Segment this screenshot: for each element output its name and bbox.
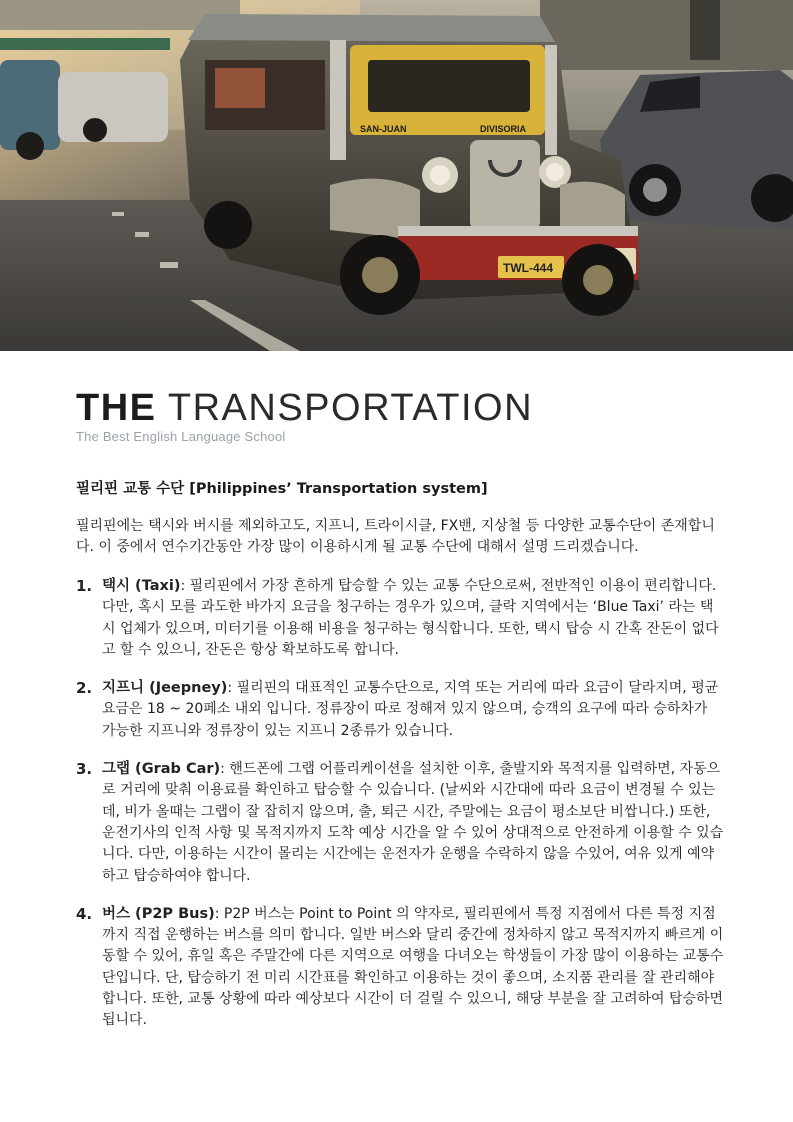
license-plate: TWL-444 (503, 261, 554, 275)
list-item-bus (76, 904, 724, 1032)
hero-photo (0, 0, 793, 351)
list-number: 3. (76, 760, 93, 779)
list-text: : 필리핀에서 가장 흔하게 탑승할 수 있는 교통 수단으로써, 전반적인 이용이 편리합니다. 다만, 혹시 모를 과도한 바가지 요금을 청구하는 경우가 있으며, 클락 지역에서는 ‘Blue Taxi’ 라는 택시 업체가 있으며, 미터기를 이용해 비용을 청구하는 형식합니다. 또한, 택시 탑승 시 간혹 잔돈이 없다고 할 수 있으니, 잔돈은 항상 확보하도록 합니다. (102, 578, 719, 658)
page-subtitle: The Best English Language School (76, 429, 286, 444)
page-title-light: TRANSPORTATION (167, 387, 534, 429)
main-content (76, 478, 724, 1049)
front-sign-right: DIVISORIA (480, 124, 527, 134)
page-title-bold: THE (76, 387, 157, 429)
transport-list (76, 576, 724, 1032)
page-title (76, 388, 533, 428)
list-number: 4. (76, 904, 93, 923)
list-term: 그랩 (Grab Car) (102, 761, 221, 778)
list-term: 지프니 (Jeepney) (102, 680, 228, 697)
list-number: 1. (76, 577, 93, 595)
list-text: : P2P 버스는 Point to Point 의 약자로, 필리핀에서 특정 지점에서 다른 특정 지점까지 직접 운행하는 버스를 의미 합니다. 일반 버스와 달리 중간에 정차하지 않고 목적지까지 빠르게 이동할 수 있어, 휴일 혹은 주말간에 다른 지역으로 여행을 다녀오는 학생들이 가장 많이 이용하는 교통수단입니다. 단, 탑승하기 전 미리 시간표를 확인하고 이용하는 것이 좋으며, 소지품 관리를 잘 관리해야 합니다. 또한, 교통 상황에 따라 예상보다 시간이 더 걸릴 수 있으니, 해당 부분을 잘 고려하여 탑승하면 됩니다. (102, 905, 724, 1029)
list-text: : 필리핀의 대표적인 교통수단으로, 지역 또는 거리에 따라 요금이 달라지며, 평균 요금은 18 ~ 20페소 내외 입니다. 정류장이 따로 정해져 있지 않으며, 승객의 요구에 따라 승하차가 가능한 지프니와 정류장이 있는 지프니 2종류가 있습니다. (102, 680, 719, 739)
list-item-jeepney (76, 678, 724, 742)
list-term: 버스 (P2P Bus) (102, 905, 215, 922)
front-sign-left: SAN-JUAN (360, 124, 407, 134)
intro-paragraph: 필리핀에는 택시와 버시를 제외하고도, 지프니, 트라이시클, FX밴, 지상철 등 다양한 교통수단이 존재합니다. 이 중에서 연수기간동안 가장 많이 이용하시게 될 교통 수단에 대해서 설명 드리겠습니다. (76, 518, 715, 555)
list-item-grab (76, 759, 724, 887)
title-block (76, 388, 533, 444)
list-item-taxi (76, 576, 724, 661)
jeepney-photo (0, 0, 793, 351)
section-heading: 필리핀 교통 수단 [Philippines’ Transportation system] (76, 481, 488, 497)
list-number: 2. (76, 679, 93, 698)
list-text: : 핸드폰에 그랩 어플리케이션을 설치한 이후, 출발지와 목적지를 입력하면, 자동으로 거리에 맞춰 이용료를 확인하고 탑승할 수 있습니다. (날씨와 시간대에 따라 요금이 변경될 수 있는데, 비가 올때는 그랩이 잘 잡히지 않으며, 출, 퇴근 시간, 주말에는 요금이 평소보단 비쌉니다.) 또한, 운전기사의 인적 사항 및 목적지까지 도착 예상 시간을 알 수 있어 상대적으로 안전하게 이용할 수 있습니다. 다만, 이용하는 시간이 몰리는 시간에는 운전자가 운행을 수락하지 않을 수있어, 여유 있게 예약하고 탑승하여야 합니다. (102, 761, 724, 884)
list-term: 택시 (Taxi) (102, 578, 181, 594)
